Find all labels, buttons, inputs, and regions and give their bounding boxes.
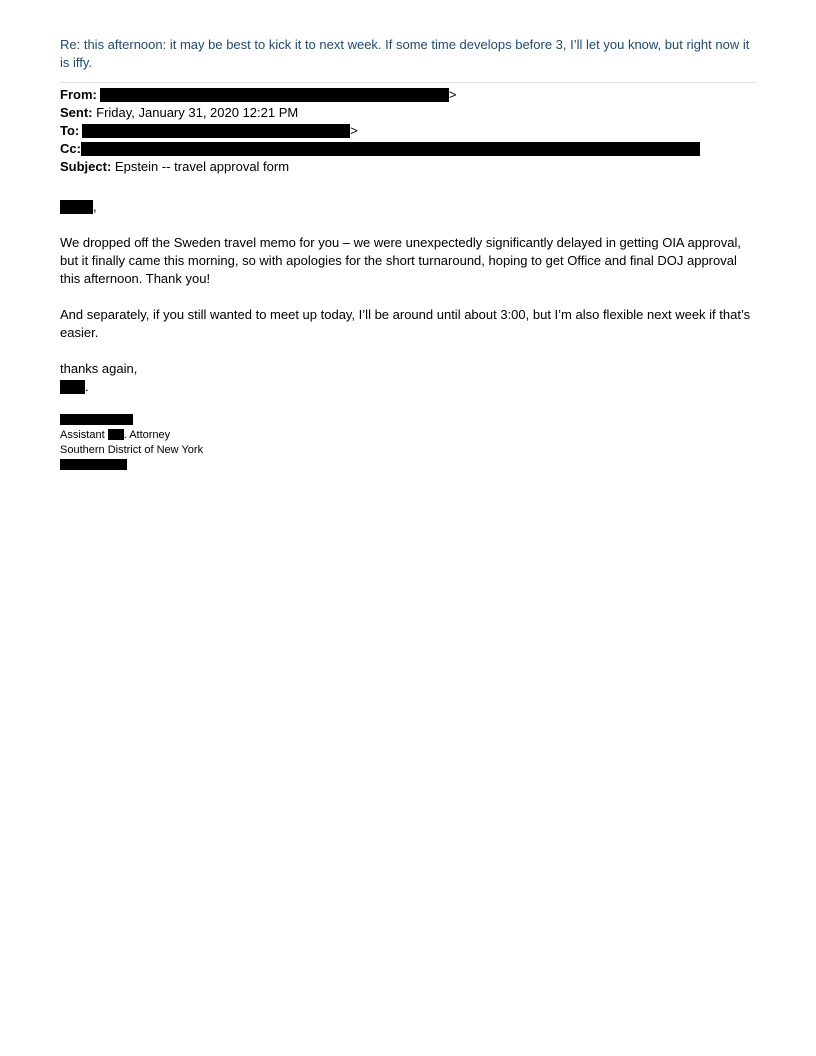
greeting-suffix: ,: [93, 199, 97, 214]
subject-row: [60, 158, 757, 176]
cc-row: [60, 140, 757, 158]
sent-row: [60, 104, 757, 122]
greeting-name-redaction: [60, 200, 93, 214]
reply-note: Re: this afternoon: it may be best to kick it to next week. If some time develops before 3, I’ll let you know, but right now it is iffy.: [60, 37, 750, 70]
sent-value: Friday, January 31, 2020 12:21 PM: [96, 105, 299, 120]
to-suffix: >: [350, 123, 358, 138]
from-redaction: [100, 88, 449, 102]
from-label: From:: [60, 87, 97, 102]
body-paragraph-1: We dropped off the Sweden travel memo for you – we were unexpectedly significantly delayed in getting OIA approval, but it finally came this morning, so with apologies for the short turnaround, hoping to get Office and final DOJ approval this afternoon. Thank you!: [60, 235, 741, 286]
signature-name: [60, 413, 757, 428]
cc-redaction: [81, 142, 700, 156]
to-row: [60, 122, 757, 140]
initials-redaction: [60, 380, 85, 394]
signature-office: Southern District of New York: [60, 444, 204, 456]
signature-contact-redaction: [60, 459, 127, 470]
email-page: [60, 36, 757, 473]
to-label: To:: [60, 123, 80, 138]
greeting: [60, 198, 757, 216]
signature-title-redaction: [108, 429, 124, 440]
subject-value: Epstein -- travel approval form: [114, 159, 290, 174]
signature-title-prefix: Assistant: [60, 429, 108, 441]
header-divider: [60, 82, 757, 83]
closing: thanks again,: [60, 361, 138, 376]
sender-initials: [60, 378, 757, 396]
signature-block: [60, 413, 757, 473]
cc-label: Cc:: [60, 141, 81, 156]
signature-title-suffix: . Attorney: [123, 429, 171, 441]
signature-contact: [60, 458, 757, 473]
sent-label: Sent:: [60, 105, 93, 120]
body-paragraph-2: And separately, if you still wanted to meet up today, I’ll be around until about 3:00, but I’m also flexible next week if that’s easier.: [60, 307, 751, 340]
signature-name-redaction: [60, 414, 133, 425]
from-row: [60, 86, 757, 104]
subject-label: Subject:: [60, 159, 112, 174]
to-redaction: [82, 124, 350, 138]
initials-suffix: .: [85, 379, 89, 394]
email-header: [60, 86, 757, 176]
from-suffix: >: [448, 87, 457, 102]
signature-title: [60, 428, 757, 443]
